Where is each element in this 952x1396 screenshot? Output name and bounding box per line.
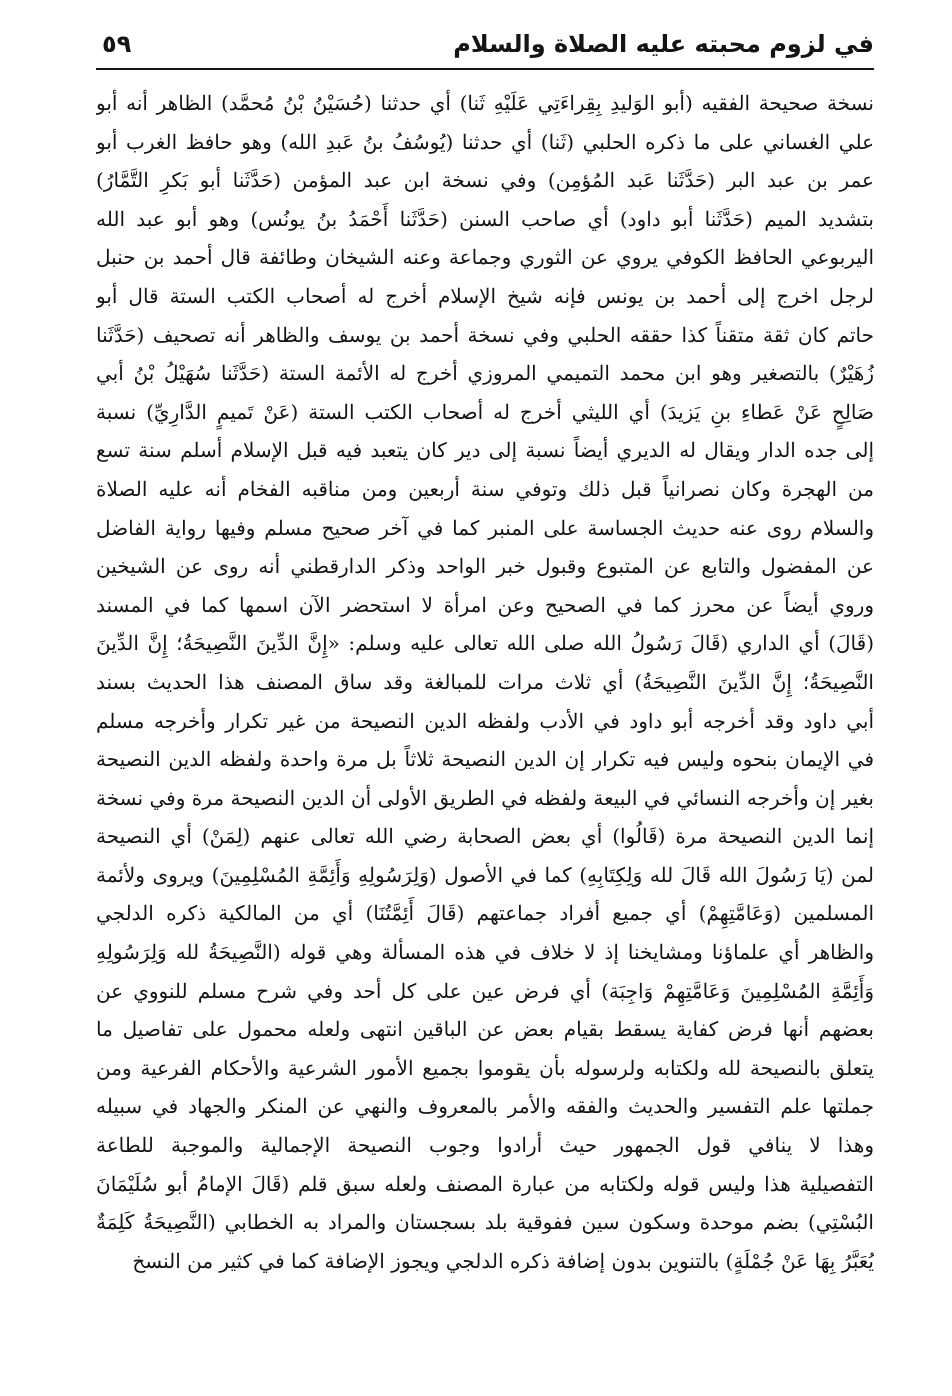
text-line: وهذا لا ينافي قول الجمهور حيث أرادوا وجوب النصيحة الإجمالية والموجبة للطاعة <box>96 1133 874 1158</box>
text-line: يتعلق بالنصيحة لله ولكتابه ولرسوله بأن يقوموا بجميع الأمور الشرعية والأحكام الفرعية ومن <box>96 1055 874 1080</box>
text-line: من الهجرة وكان نصرانياً قبل ذلك وتوفي سنة أربعين ومن مناقبه الفخام أنه عليه الصلاة <box>96 476 874 501</box>
text-line: وروي أيضاً عن محرز كما في الصحيح وعن امرأة لا استحضر الآن اسمها كما في المسند <box>96 592 874 617</box>
text-line: عمر بن عبد البر (حَدَّثَنا عَبد المُؤمِن) وفي نسخة ابن عبد المؤمن (حَدَّثَنا أبو بَكرِ التَّمَّارُ) <box>96 168 874 193</box>
text-line: يُعَبَّرُ بِهَا عَنْ جُمْلَةٍ) بالتنوين بدون إضافة ذكره الدلجي ويجوز الإضافة كما في كثير من النسخ <box>132 1248 874 1273</box>
text-line: وَأَئِمَّةِ المُسْلِمِينَ وَعَامَّتِهِمْ وَاجِبَة) أي فرض عين على كل أحد وفي شرح مسلم للنووي عن <box>96 978 874 1003</box>
text-line: إلى جده الدار ويقال له الديري أيضاً نسبة إلى دير كان يتعبد فيه قبل الإسلام أسلم سنة تسع <box>96 438 874 463</box>
text-line: البُسْتِي) بضم موحدة وسكون سين ففوقية بلد بسجستان والمراد به الخطابي (النَّصِيحَةُ كَلِمَةٌ <box>96 1210 874 1235</box>
page-header <box>96 24 874 70</box>
text-line: المسلمين (وَعَامَّتِهِمْ) أي جميع أفراد جماعتهم (قَالَ أَئِمَّتُنَا) أي من المالكية ذكره الدلجي <box>96 901 874 926</box>
text-line: جملتها علم التفسير والحديث والفقه والأمر بالمعروف والنهي عن المنكر والجهاد في سبيله <box>96 1094 874 1119</box>
text-line: بعضهم أنها فرض كفاية يسقط بقيام بعض عن الباقين انتهى ولعله محمول على تفاصيل ما <box>96 1017 874 1042</box>
text-line: اليربوعي الحافظ الكوفي يروي عن الثوري وجماعة وعنه الشيخان وطائفة قال أحمد بن حنبل <box>96 245 874 270</box>
body-text <box>96 84 874 1280</box>
text-line: في الإيمان بنحوه وليس فيه تكرار إن الدين النصيحة ثلاثاً بل مرة واحدة ولفظه الدين النصيحة <box>96 747 874 772</box>
text-line: زُهَيْرٌ) بالتصغير وهو ابن محمد التميمي المروزي أخرج له الأئمة الستة (حَدَّثَنا سُهَيْلُ بْنُ أبي <box>96 361 874 386</box>
text-line: النَّصِيحَةُ؛ إِنَّ الدِّينَ النَّصِيحَةُ) أي ثلاث مرات للمبالغة وقد ساق المصنف هذا الحديث بسند <box>96 669 874 694</box>
page-number: ٥٩ <box>102 30 132 58</box>
text-line: والسلام روى عنه حديث الجساسة على المنبر كما في آخر صحيح مسلم وفيها رواية الفاضل <box>96 515 874 540</box>
text-line: بغير إن وأخرجه النسائي في البيعة ولفظه في الطريق الأولى أن الدين النصيحة مرة وفي نسخة <box>96 785 874 810</box>
text-line: عن المفضول والتابع عن المتبوع وقبول خبر الواحد وذكر الدارقطني أنه روى عن الشيخين <box>96 554 874 579</box>
running-title: في لزوم محبته عليه الصلاة والسلام <box>453 30 874 58</box>
text-line: (قَالَ) أي الداري (قَالَ رَسُولُ الله صلى الله تعالى عليه وسلم: «إِنَّ الدِّينَ النَّصِيحَةُ؛ إِنَّ الدِّينَ <box>96 631 874 656</box>
text-line: لمن (يَا رَسُولَ الله قَالَ لله وَلِكِتَابِهِ) كما في الأصول (وَلِرَسُولِهِ وَأَئِمَّةِ المُسْلِمِينَ) ويروى ولأئمة <box>96 862 874 887</box>
text-line: والظاهر أي علماؤنا ومشايخنا إذ لا خلاف في هذه المسألة وهي قوله (النَّصِيحَةُ لله وَلِرَسُولِهِ <box>96 940 874 965</box>
text-line: لرجل اخرج إلى أحمد بن يونس فإنه شيخ الإسلام أخرج له أصحاب الكتب الستة قال أبو <box>96 283 874 308</box>
text-line: صَالِحٍ عَنْ عَطاءِ بنِ يَزيدَ) أي الليثي أخرج له أصحاب الكتب الستة (عَنْ تَميمٍ الدَّارِيِّ) نسبة <box>96 399 874 424</box>
text-line: بتشديد الميم (حَدَّثَنا أبو داود) أي صاحب السنن (حَدَّثَنا أَحْمَدُ بنُ يونُس) وهو أبو عبد الله <box>96 206 874 231</box>
text-line: التفصيلية هذا وليس قوله ولكتابه من عبارة المصنف ولعله سبق قلم (قَالَ الإمامُ أبو سُلَيْمَانَ <box>96 1171 874 1196</box>
text-line: علي الغساني على ما ذكره الحلبي (ثَنا) أي حدثنا (يُوسُفُ بنُ عَبدِ الله) وهو حافظ الغرب أبو <box>96 129 874 154</box>
text-line: إنما الدين النصيحة مرة (قَالُوا) أي بعض الصحابة رضي الله تعالى عنهم (لِمَنْ) أي النصيحة <box>96 824 874 849</box>
text-line: حاتم كان ثقة متقناً كذا حققه الحلبي وفي نسخة أحمد بن يوسف والظاهر أنه تصحيف (حَدَّثَنا <box>96 322 874 347</box>
text-line: نسخة صحيحة الفقيه (أبو الوَليدِ بِقِراءَتِي عَلَيْهِ ثَنا) أي حدثنا (حُسَيْنُ بْنُ مُحمَّد) الظاهر أنه أبو <box>96 91 874 115</box>
text-line: أبي داود وقد أخرجه أبو داود في الأدب ولفظه الدين النصيحة من غير تكرار وأخرجه مسلم <box>96 708 874 733</box>
